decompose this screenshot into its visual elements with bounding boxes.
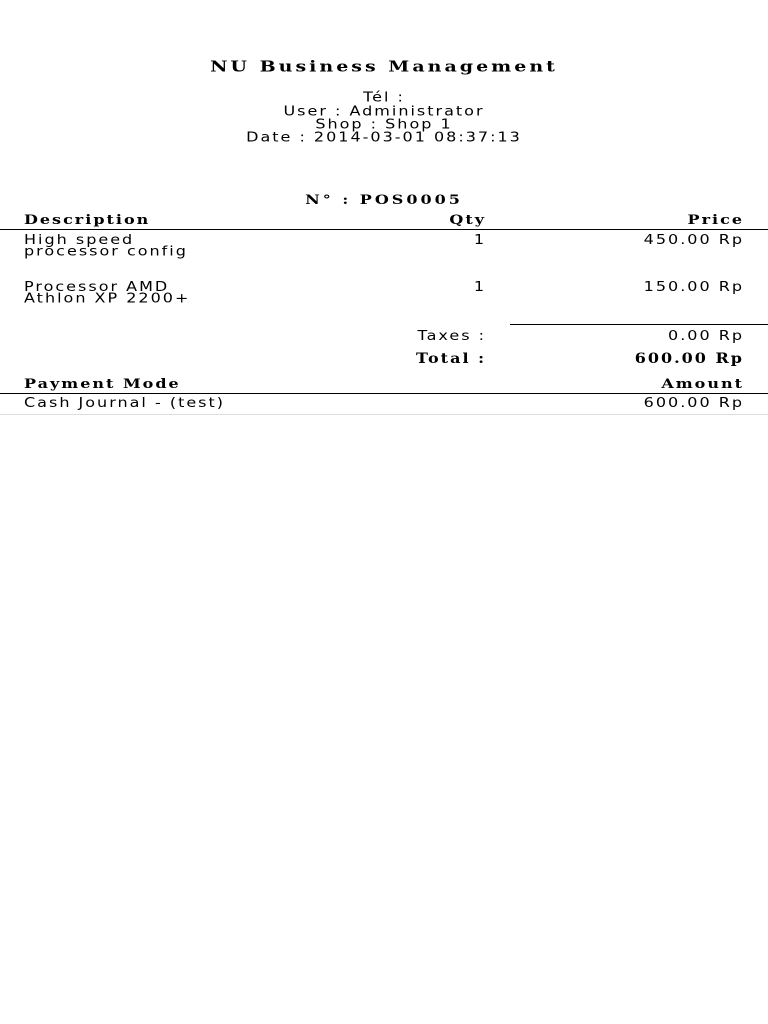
payment-mode: Cash Journal - (test) xyxy=(24,394,226,411)
line-item-description: Processor AMD Athlon XP 2200+ xyxy=(24,278,191,306)
telephone-line: Tél : xyxy=(363,88,405,105)
taxes-label: Taxes : xyxy=(417,327,486,344)
column-header-qty: Qty xyxy=(449,211,486,228)
taxes-value: 0.00 Rp xyxy=(668,327,744,344)
table-header-divider xyxy=(0,229,768,230)
summary-divider xyxy=(510,324,768,325)
line-item-qty: 1 xyxy=(473,278,486,295)
shop-line: Shop : Shop 1 xyxy=(315,115,453,132)
line-item-qty: 1 xyxy=(473,231,486,248)
order-number: N° : POS0005 xyxy=(305,191,463,208)
company-name: NU Business Management xyxy=(210,58,558,76)
column-header-price: Price xyxy=(687,211,744,228)
line-item-price: 450.00 Rp xyxy=(643,231,744,248)
user-line: User : Administrator xyxy=(283,102,485,119)
line-item-price: 150.00 Rp xyxy=(643,278,744,295)
total-label: Total : xyxy=(415,350,486,367)
payment-row-divider xyxy=(0,414,768,415)
total-value: 600.00 Rp xyxy=(634,350,744,367)
column-header-payment-mode: Payment Mode xyxy=(24,375,181,392)
date-line: Date : 2014-03-01 08:37:13 xyxy=(246,128,522,145)
payment-amount: 600.00 Rp xyxy=(643,394,744,411)
column-header-description: Description xyxy=(24,211,151,228)
column-header-amount: Amount xyxy=(661,375,744,392)
line-item-description: High speed processor config xyxy=(24,231,188,259)
